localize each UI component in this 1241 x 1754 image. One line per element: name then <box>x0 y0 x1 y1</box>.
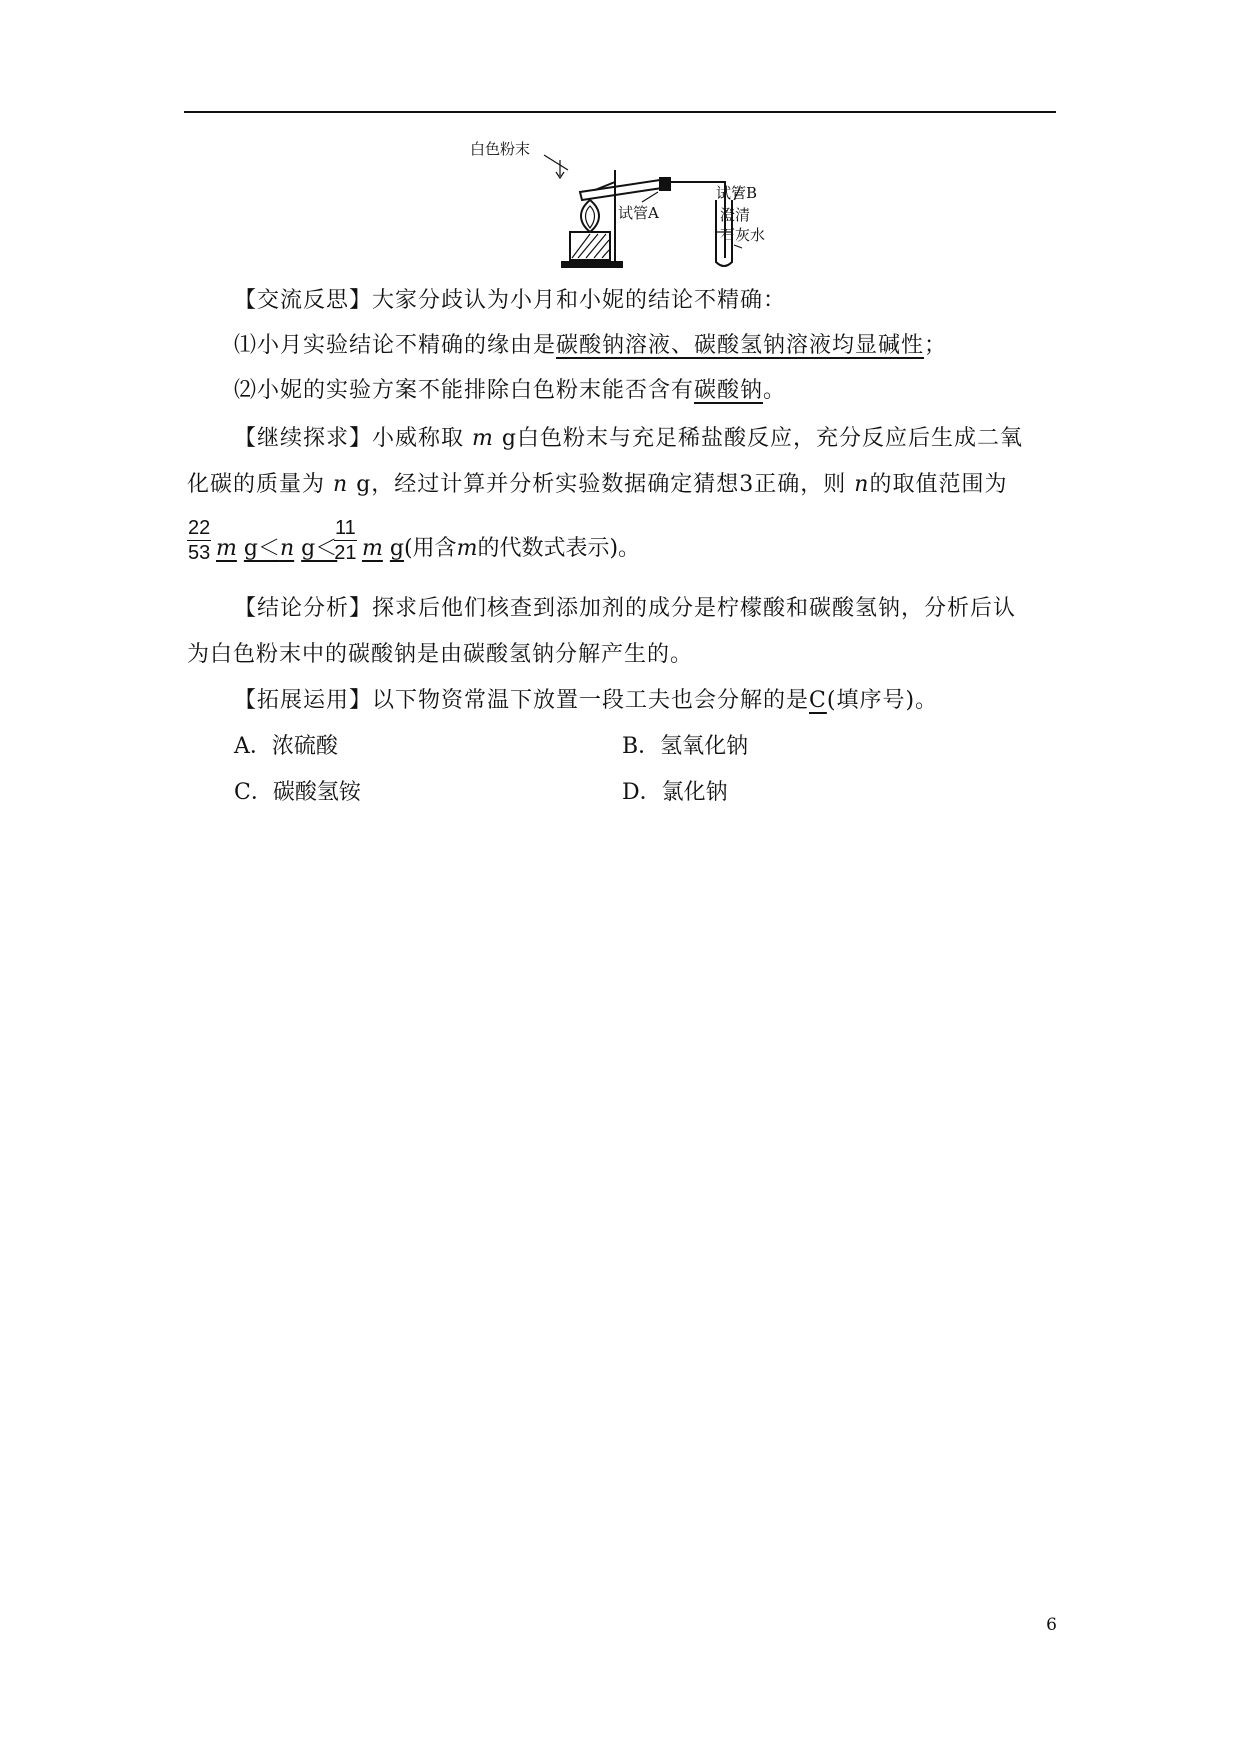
apparatus-figure <box>470 140 770 270</box>
var-n: n <box>333 472 349 497</box>
fraction-1-denominator: 53 <box>188 542 211 564</box>
fraction-11-21 <box>334 516 357 565</box>
explore-text-d: g，经过计算并分析实验数据确定猜想3正确，则 <box>356 472 847 497</box>
label-limewater-1: 澄清 <box>720 206 751 224</box>
page-number: 6 <box>1046 1615 1057 1635</box>
reason-line-2 <box>234 376 786 406</box>
extension-answer: C <box>809 688 827 713</box>
reason-2-answer: 碳酸钠 <box>694 378 764 403</box>
formula-m-c: m <box>456 536 478 561</box>
formula-note-a: (用含 <box>403 536 457 561</box>
label-white-powder: 白色粉末 <box>470 140 531 158</box>
reason-2-prefix: ⑵小妮的实验方案不能排除白色粉末能否含有 <box>234 378 695 403</box>
reason-1-suffix: ； <box>924 333 948 358</box>
formula-n: n <box>279 536 295 561</box>
explore-text-e: 的取值范围为 <box>869 472 1008 497</box>
var-n-2: n <box>854 472 870 497</box>
exchange-reflection-line: 【交流反思】大家分歧认为小月和小妮的结论不精确： <box>234 288 787 313</box>
reason-1-prefix: ⑴小月实验结论不精确的缘由是 <box>234 333 557 358</box>
explore-text-a: 【继续探求】小威称取 <box>234 426 465 451</box>
extension-prefix: 【拓展运用】以下物资常温下放置一段工夫也会分解的是 <box>234 688 810 713</box>
formula-tail <box>362 534 640 564</box>
explore-text-b: g白色粉末与充足稀盐酸反应，充分反应后生成二氧 <box>501 426 1023 451</box>
formula-middle <box>216 534 337 564</box>
formula-note-b: 的代数式表示)。 <box>477 536 641 561</box>
extension-suffix: (填序号)。 <box>826 688 939 713</box>
fraction-1-numerator: 22 <box>188 517 211 539</box>
reason-1-answer: 碳酸钠溶液、碳酸氢钠溶液均显碱性 <box>556 333 925 358</box>
formula-m-b: m <box>362 536 383 561</box>
option-a: A．浓硫酸 <box>234 734 338 759</box>
header-rule <box>184 111 1056 113</box>
fraction-22-53 <box>187 516 211 565</box>
formula-g: g <box>389 536 404 561</box>
label-tube-b: 试管B <box>716 184 758 202</box>
option-c: C．碳酸氢铵 <box>234 780 361 805</box>
reason-2-suffix: 。 <box>763 378 787 403</box>
formula-lt-2: g＜ <box>301 536 338 561</box>
extension-line <box>234 686 938 716</box>
label-limewater-2: 石灰水 <box>720 226 766 244</box>
option-b: B．氢氧化钠 <box>622 734 749 759</box>
fraction-2-numerator: 11 <box>335 517 356 539</box>
label-tube-a: 试管A <box>618 204 659 222</box>
continue-explore-line-2 <box>187 470 1007 500</box>
continue-explore-line-1 <box>234 424 1023 454</box>
conclusion-line-1: 【结论分析】探求后他们核查到添加剂的成分是柠檬酸和碳酸氢钠，分析后认 <box>234 596 1017 621</box>
formula-lt-1: g＜ <box>243 536 280 561</box>
conclusion-line-2: 为白色粉末中的碳酸钠是由碳酸氢钠分解产生的。 <box>187 642 694 667</box>
fraction-2-denominator: 21 <box>334 542 357 564</box>
var-m: m <box>472 426 494 451</box>
option-d: D．氯化钠 <box>622 780 728 805</box>
explore-text-c: 化碳的质量为 <box>187 472 326 497</box>
formula-m-a: m <box>216 536 237 561</box>
reason-line-1 <box>234 331 947 361</box>
